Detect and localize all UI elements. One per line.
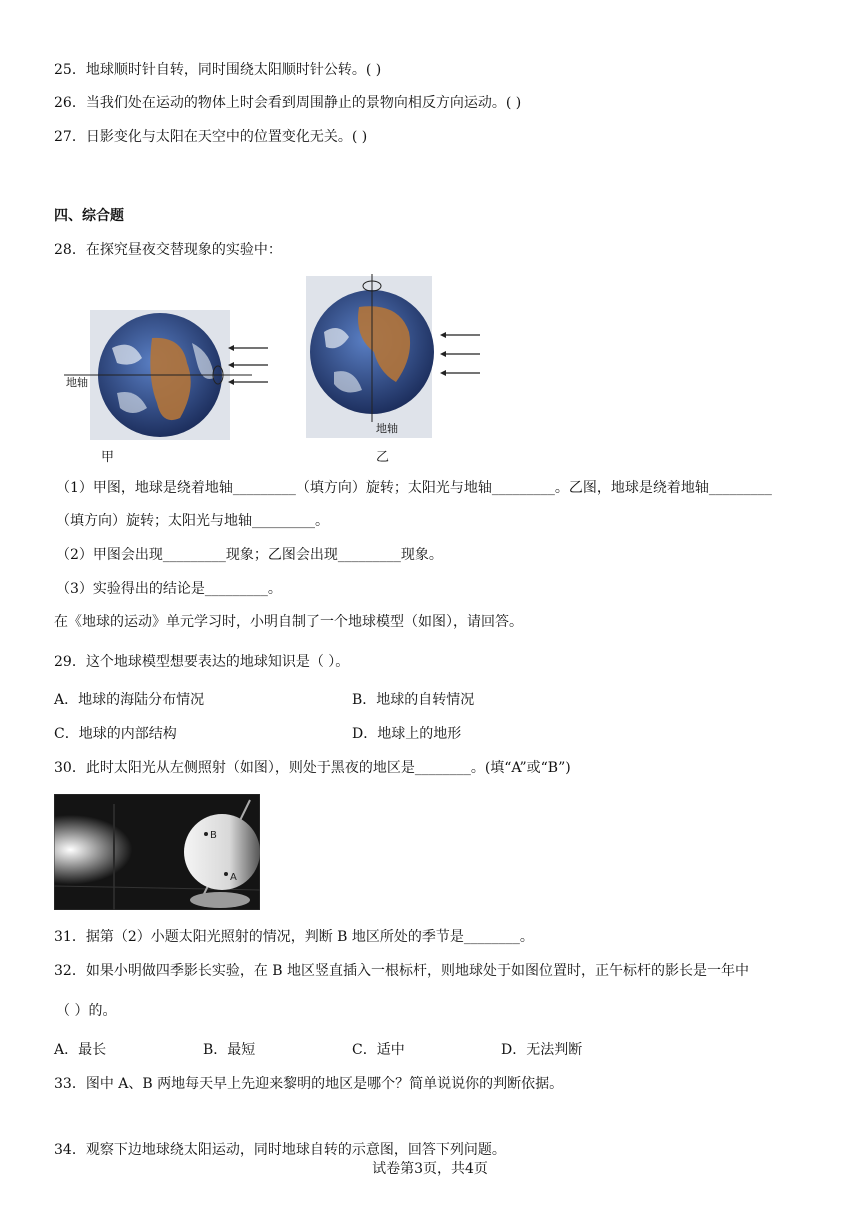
- question-32-line-1: 32．如果小明做四季影长实验，在 B 地区竖直插入一根标杆，则地球处于如图位置时，正午标杆的影长是一年中: [54, 963, 750, 979]
- axis-label-yi: 地轴: [376, 422, 398, 435]
- question-28: 28．在探究昼夜交替现象的实验中：: [54, 242, 282, 258]
- axis-label-jia: 地轴: [66, 376, 88, 389]
- question-30: 30．此时太阳光从左侧照射（如图），则处于黑夜的地区是________。(填“A”或“B”): [54, 760, 571, 776]
- option-29-c: C．地球的内部结构: [54, 726, 177, 742]
- question-29: 29．这个地球模型想要表达的地球知识是（ ）。: [54, 654, 350, 670]
- section-heading: 四、综合题: [54, 208, 124, 224]
- globe-model-image: [54, 794, 260, 910]
- question-27: 27．日影变化与太阳在天空中的位置变化无关。( ): [54, 129, 368, 145]
- caption-jia: 甲: [101, 450, 115, 465]
- question-26: 26．当我们处在运动的物体上时会看到周围静止的景物向相反方向运动。( ): [54, 95, 522, 111]
- question-31: 31．据第（2）小题太阳光照射的情况，判断 B 地区所处的季节是________。: [54, 929, 534, 945]
- earth-figure-yi: [304, 272, 484, 442]
- figure-yi: [304, 272, 484, 442]
- figure-jia: [62, 308, 282, 443]
- option-32-d: D．无法判断: [501, 1042, 583, 1058]
- question-28-part-1-line-1: （1）甲图，地球是绕着地轴_________（填方向）旋转；太阳光与地轴_________。乙图，地球是绕着地轴_________: [56, 480, 772, 496]
- page-footer: 试卷第3页，共4页: [372, 1161, 488, 1177]
- question-28-part-3: （3）实验得出的结论是_________。: [56, 581, 282, 597]
- question-25: 25．地球顺时针自转，同时围绕太阳顺时针公转。( ): [54, 62, 382, 78]
- question-32-line-2: （ ）的。: [56, 1003, 117, 1019]
- point-b-label: B: [210, 830, 217, 841]
- earth-figure-jia: [62, 308, 282, 443]
- point-a-label: A: [230, 872, 237, 883]
- option-32-b: B．最短: [203, 1042, 256, 1058]
- option-29-a: A．地球的海陆分布情况: [54, 692, 205, 708]
- caption-yi: 乙: [376, 450, 390, 465]
- option-29-b: B．地球的自转情况: [352, 692, 475, 708]
- option-32-a: A．最长: [54, 1042, 107, 1058]
- question-28-part-1-line-2: （填方向）旋转；太阳光与地轴_________。: [56, 513, 329, 529]
- option-32-c: C．适中: [352, 1042, 405, 1058]
- question-34: 34．观察下边地球绕太阳运动，同时地球自转的示意图，回答下列问题。: [54, 1142, 506, 1158]
- question-28-part-2: （2）甲图会出现_________现象；乙图会出现_________现象。: [56, 547, 443, 563]
- globe-model-photo: [54, 794, 260, 910]
- option-29-d: D．地球上的地形: [352, 726, 462, 742]
- question-33: 33．图中 A、B 两地每天早上先迎来黎明的地区是哪个？简单说说你的判断依据。: [54, 1076, 564, 1092]
- intro-29: 在《地球的运动》单元学习时，小明自制了一个地球模型（如图），请回答。: [54, 614, 523, 630]
